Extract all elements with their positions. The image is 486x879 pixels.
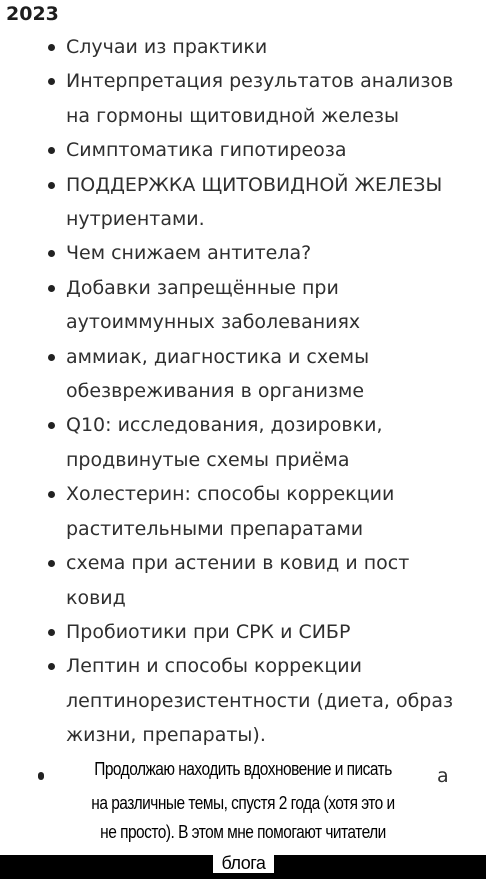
list-item-text: Симптоматика гипотиреоза — [66, 139, 347, 162]
list-item-text: Пробиотики при СРК и СИБР — [66, 620, 351, 643]
list-item — [0, 236, 486, 270]
list-item — [0, 408, 486, 477]
bullet-icon — [48, 182, 55, 189]
bullet-icon — [48, 354, 55, 361]
list-item-text: Случаи из практики — [66, 36, 268, 58]
list-item-text: Лептин и способы коррекции лептинорезистентности (диета, образ жизни, препараты). — [66, 655, 454, 747]
list-item-text: Холестерин: способы коррекции растительными препаратами — [66, 483, 395, 540]
bullet-icon — [48, 147, 55, 154]
caption-last-word: блога — [213, 853, 274, 873]
bullet-icon — [48, 560, 55, 567]
bullet-icon — [48, 491, 55, 498]
list-item-text: схема при астении в ковид и пост ковид — [66, 552, 410, 609]
caption-stray-char: а — [437, 765, 449, 787]
list-item-text: аммиак, диагностика и схемы обезвреживания в организме — [66, 345, 370, 403]
list-item-text: Q10: исследования, дозировки, продвинутые схемы приёма — [66, 414, 383, 471]
bullet-icon — [48, 78, 55, 85]
topic-list — [0, 30, 486, 753]
caption-line: на различные темы, спустя 2 года (хотя это и — [91, 793, 395, 813]
list-item — [0, 271, 486, 340]
list-item-text: Чем снижаем антитела? — [66, 242, 312, 265]
list-item-text: ПОДДЕРЖКА ЩИТОВИДНОЙ ЖЕЛЕЗЫ нутриентами. — [66, 173, 443, 231]
list-item — [0, 477, 486, 546]
list-item-text: Интерпретация результатов анализов на гормоны щитовидной железы — [66, 70, 454, 127]
list-item — [0, 340, 486, 409]
list-item — [0, 615, 486, 649]
bullet-icon — [48, 285, 55, 292]
year-heading: 2023 — [6, 3, 59, 25]
list-item — [0, 168, 486, 237]
list-item — [0, 649, 486, 752]
list-item-text: Добавки запрещённые при аутоиммунных заболеваниях — [66, 276, 361, 334]
list-item — [0, 30, 486, 64]
list-item — [0, 64, 486, 133]
caption-line: Продолжаю находить вдохновение и писать — [94, 759, 392, 779]
bullet-icon — [48, 250, 55, 257]
list-item — [0, 546, 486, 615]
bullet-icon — [48, 44, 55, 51]
bullet-icon — [48, 663, 55, 670]
list-item — [0, 133, 486, 167]
bullet-icon — [48, 422, 55, 429]
bullet-icon — [48, 629, 55, 636]
caption-line: не просто). В этом мне помогают читатели — [100, 822, 386, 842]
